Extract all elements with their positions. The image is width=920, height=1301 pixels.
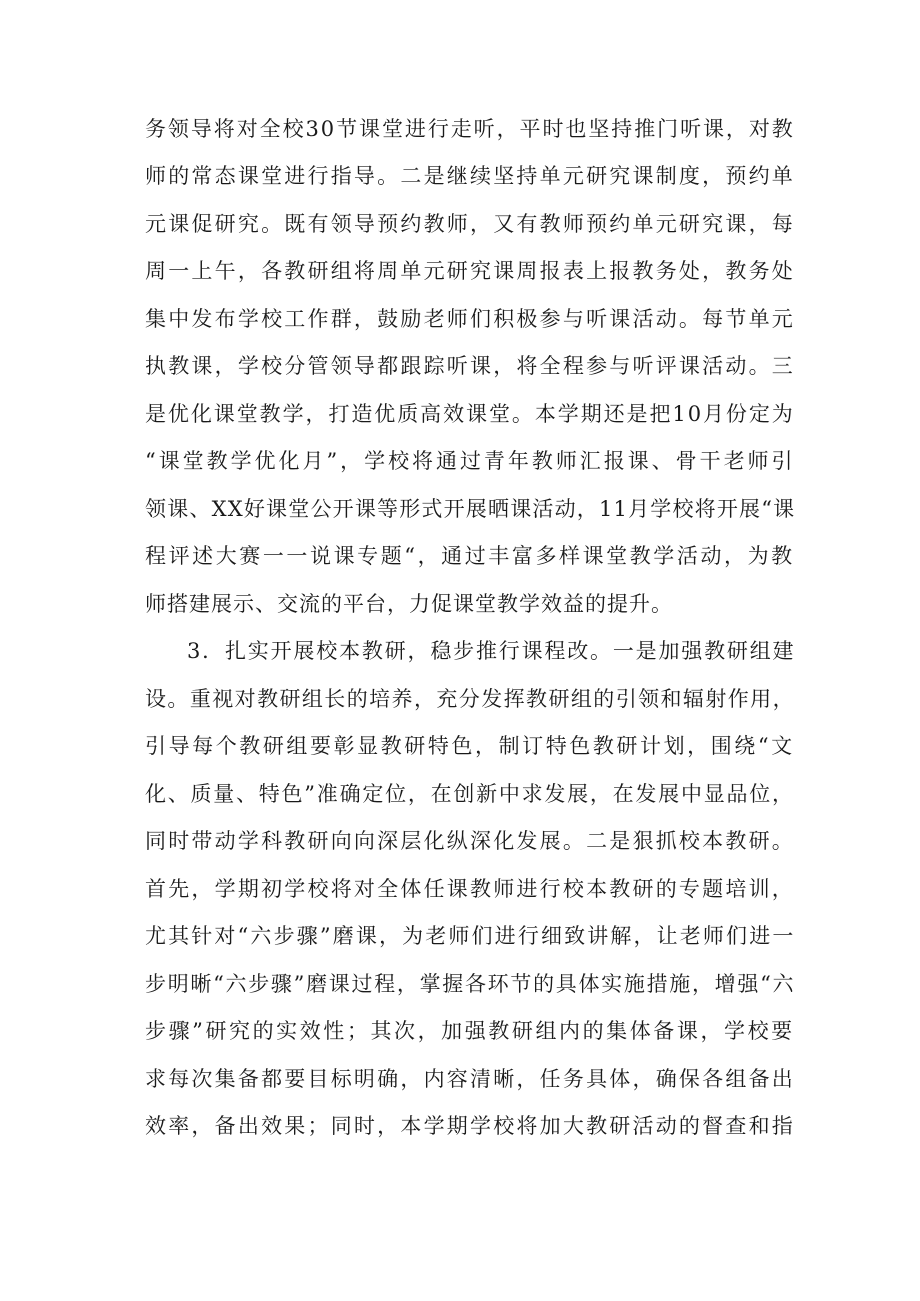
text-line-4: 周一上午，各教研组将周单元研究课周报表上报教务处，教务处	[145, 259, 795, 283]
paragraph-heading-3: 3．扎实开展校本教研，稳步推行课程改。一是加强教研组建	[187, 639, 796, 663]
text-line-16: 同时带动学科教研向向深层化纵深化发展。二是狠抓校本教研。	[145, 829, 795, 853]
text-line-10: 程评述大赛一一说课专题“，通过丰富多样课堂教学活动，为教	[145, 544, 795, 568]
text-line-18: 尤其针对“六步骤”磨课，为老师们进行细致讲解，让老师们进一	[145, 924, 796, 948]
text-line-7: 是优化课堂教学，打造优质高效课堂。本学期还是把10月份定为	[145, 402, 795, 426]
text-line-17: 首先，学期初学校将对全体任课教师进行校本教研的专题培训，	[145, 877, 795, 901]
text-line-3: 元课促研究。既有领导预约教师，又有教师预约单元研究课，每	[145, 212, 795, 236]
text-line-2: 师的常态课堂进行指导。二是继续坚持单元研究课制度，预约单	[145, 164, 795, 188]
text-line-20: 步骤”研究的实效性；其次，加强教研组内的集体备课，学校要	[145, 1019, 795, 1043]
text-line-5: 集中发布学校工作群，鼓励老师们积极参与听课活动。每节单元	[145, 307, 795, 331]
text-line-14: 引导每个教研组要彰显教研特色，制订特色教研计划，围绕“文	[145, 734, 795, 758]
text-line-22: 效率，备出效果；同时，本学期学校将加大教研活动的督查和指	[145, 1114, 795, 1138]
document-body	[145, 116, 795, 1196]
text-line-8: “课堂教学优化月”，学校将通过青年教师汇报课、骨干老师引	[145, 449, 796, 473]
text-line-11: 师搭建展示、交流的平台，力促课堂教学效益的提升。	[145, 592, 673, 616]
text-line-9: 领课、XX好课堂公开课等形式开展晒课活动，11月学校将开展“课	[145, 497, 796, 521]
text-line-13: 设。重视对教研组长的培养，充分发挥教研组的引领和辐射作用，	[145, 687, 795, 711]
text-line-19: 步明晰“六步骤”磨课过程，掌握各环节的具体实施措施，增强“六	[145, 972, 796, 996]
text-line-15: 化、质量、特色”准确定位，在创新中求发展，在发展中显品位，	[145, 782, 795, 806]
text-line-21: 求每次集备都要目标明确，内容清晰，任务具体，确保各组备出	[145, 1067, 795, 1091]
text-line-6: 执教课，学校分管领导都跟踪听课，将全程参与听评课活动。三	[145, 354, 795, 378]
text-line-1: 务领导将对全校30节课堂进行走听，平时也坚持推门听课，对教	[145, 117, 795, 141]
